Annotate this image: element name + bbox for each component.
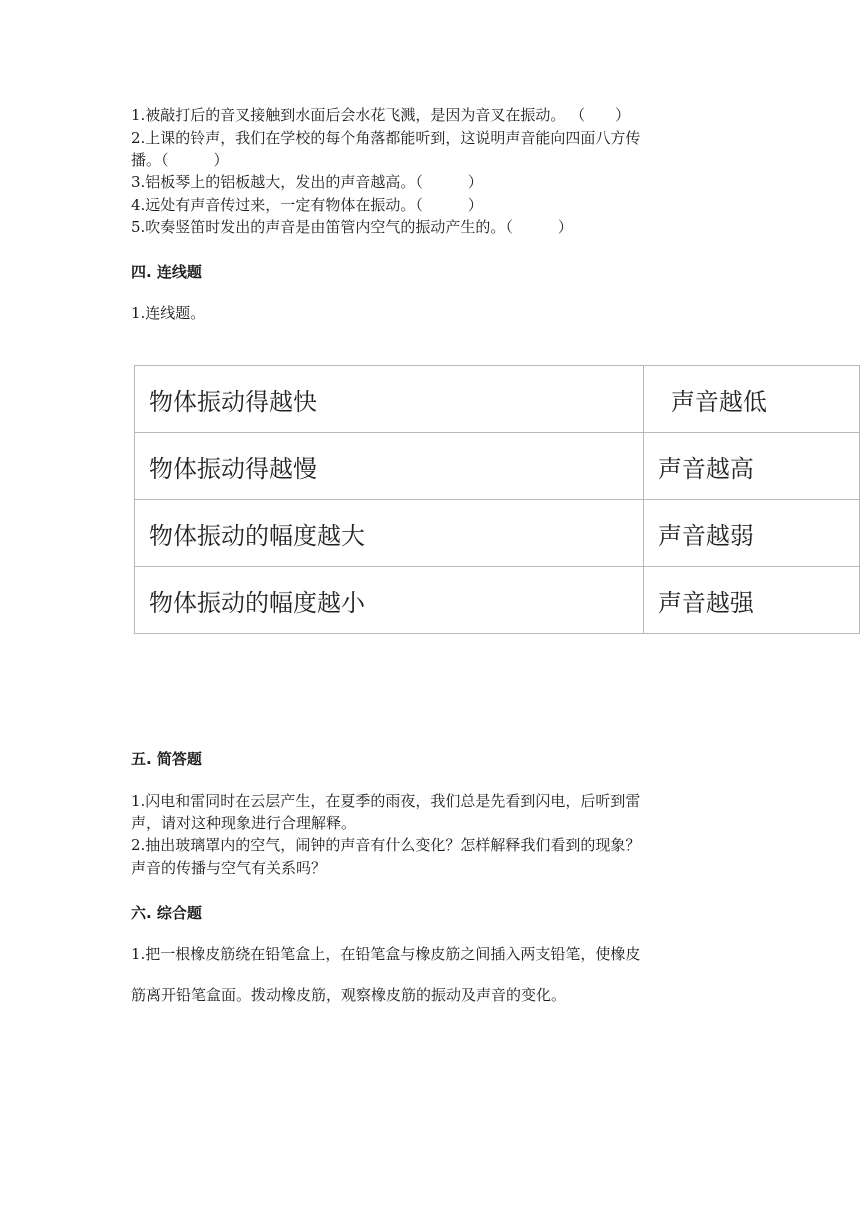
comprehensive-line-1: 1.把一根橡皮筋绕在铅笔盒上，在铅笔盒与橡皮筋之间插入两支铅笔，使橡皮 <box>131 945 641 963</box>
judgement-line-1: 1.被敲打后的音叉接触到水面后会水花飞溅，是因为音叉在振动。 （ ） <box>131 106 631 124</box>
section-heading-matching: 四. 连线题 <box>131 263 202 281</box>
judgement-line-4: 3.铝板琴上的铝板越大，发出的声音越高。（ ） <box>131 173 483 191</box>
matching-question: 1.连线题。 <box>131 304 206 322</box>
short-answer-line-1: 1.闪电和雷同时在云层产生，在夏季的雨夜，我们总是先看到闪电，后听到雷 <box>131 792 641 810</box>
short-answer-line-2: 声，请对这种现象进行合理解释。 <box>131 814 357 832</box>
table-row <box>135 433 860 500</box>
table-cell-left: 物体振动的幅度越大 <box>135 500 644 567</box>
table-cell-right: 声音越高 <box>643 433 859 500</box>
section-heading-comprehensive: 六. 综合题 <box>131 904 202 922</box>
judgement-line-2: 2.上课的铃声，我们在学校的每个角落都能听到，这说明声音能向四面八方传 <box>131 129 641 147</box>
short-answer-line-4: 声音的传播与空气有关系吗？ <box>131 859 327 877</box>
judgement-line-5: 4.远处有声音传过来，一定有物体在振动。（ ） <box>131 196 483 214</box>
comprehensive-line-2: 筋离开铅笔盒面。拨动橡皮筋，观察橡皮筋的振动及声音的变化。 <box>131 986 567 1004</box>
table-cell-right: 声音越强 <box>643 567 859 634</box>
short-answer-line-3: 2.抽出玻璃罩内的空气，闹钟的声音有什么变化？怎样解释我们看到的现象？ <box>131 836 641 854</box>
table-cell-left: 物体振动得越快 <box>135 366 644 433</box>
table-cell-right: 声音越弱 <box>643 500 859 567</box>
table-cell-left: 物体振动得越慢 <box>135 433 644 500</box>
judgement-line-6: 5.吹奏竖笛时发出的声音是由笛管内空气的振动产生的。（ ） <box>131 218 573 236</box>
matching-table <box>134 365 860 634</box>
table-row <box>135 500 860 567</box>
table-row <box>135 567 860 634</box>
section-heading-short-answer: 五. 简答题 <box>131 750 202 768</box>
table-row <box>135 366 860 433</box>
table-cell-right: 声音越低 <box>643 366 859 433</box>
table-cell-left: 物体振动的幅度越小 <box>135 567 644 634</box>
judgement-line-3: 播。（ ） <box>131 151 229 169</box>
